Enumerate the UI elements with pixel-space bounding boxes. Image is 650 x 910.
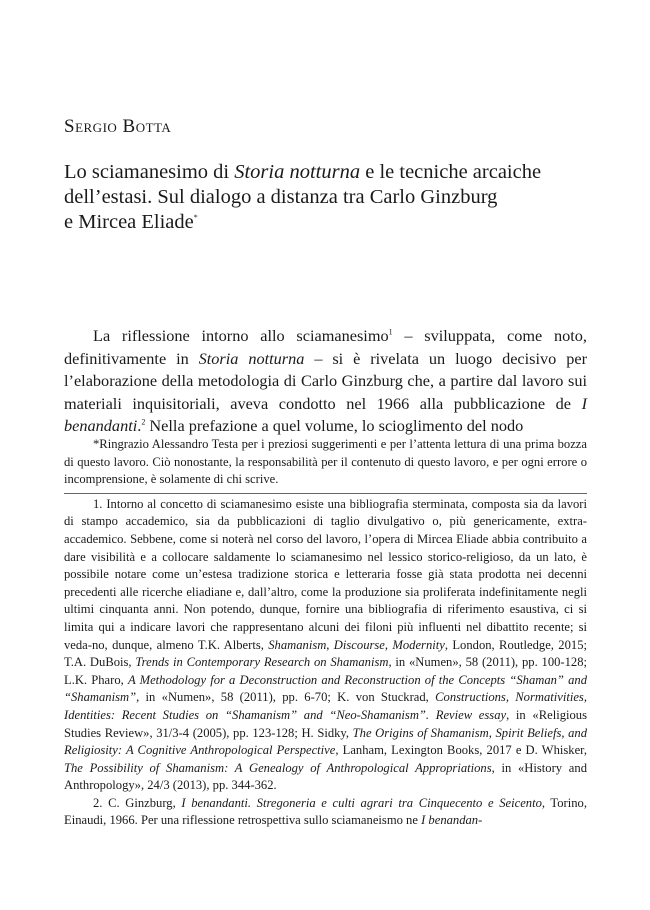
title-text-1: Lo sciamanesimo di (64, 161, 235, 183)
body-paragraph (64, 325, 587, 438)
fn1-italic: Constructions, Normativities, Identities: Recent Studies on “Shamanism” and “Neo-Shamanism”. Review essay (64, 690, 587, 722)
author-name: Sergio Botta (64, 116, 172, 137)
fn1-italic: The Origins of Shamanism, Spirit Beliefs, and Religiosity: A Cognitive Anthropological Perspective (64, 725, 587, 758)
footnote-star: *Ringrazio Alessandro Testa per i preziosi suggerimenti e per l’attenta lettura di una prima bozza di questo lavoro. Ciò nonostante, la responsabilità per il contenuto di questo lavoro, e per ogni errore o incomprensione, è solamente di chi scrive. (64, 437, 587, 487)
fn1-seg: , in «Numen», 58 (2011), pp. 100-128; L.K. Pharo, (64, 655, 587, 687)
fn2-seg: 2. C. Ginzburg, (93, 795, 182, 810)
body-seg-1: La riflessione intorno allo sciamanesimo (93, 326, 389, 345)
article-title (64, 160, 604, 235)
fn1-seg: , London, Routledge, 2015; T.A. DuBois, (64, 637, 587, 670)
footnote-ref-1: 1 (388, 327, 393, 337)
fn1-seg: 1. Intorno al concetto di sciamanesimo esiste una bibliografia sterminata, composta sia da lavori di stampo accademico, sia da pubblicazioni di taglio divulgativo o, più genericamente, extra-accademico. Sebbene, come si noterà nel corso del lavoro, l’opera di Mircea Eliade abbia contribuito a dare visibilità e a collocare saldamente lo sciamanesimo nel lessico storico-religioso, da un lato, è possibile notare come un’estesa tradizione storica e letteraria fosse già stata prodotta nei decenni precedenti alle ricerche eliadiane e, dall’altro, come la produzione sia proliferata indefinitamente negli ultimi cinquanta anni. Non potendo, dunque, fornire una bibliografia di riferimento esaustiva, ci si limita qui a indicare lavori che rappresentano alcuni dei filoni più influenti nel dibattito recente; si veda-no, dunque, almeno T.K. Alberts, (64, 496, 587, 652)
title-footnote-mark: * (193, 213, 198, 223)
fn2-italic: I benandanti. Stregoneria e culti agrari tra Cinquecento e Seicento (181, 795, 542, 810)
body-italic-1: Storia notturna (198, 348, 305, 368)
body-seg-5: Nella prefazione a quel volume, lo scioglimento del nodo (145, 416, 524, 435)
fn1-seg: , in «History and Anthropology», 24/3 (2013), pp. 344-362. (64, 760, 587, 793)
body-seg-2: – sviluppata, come noto, definitivamente in (64, 326, 588, 368)
title-line-2: dell’estasi. Sul dialogo a distanza tra Carlo Ginzburg (64, 186, 498, 208)
title-text-2: e le tecniche arcaiche (360, 161, 542, 183)
footnote-1 (64, 496, 587, 795)
fn2-seg: , Torino, Einaudi, 1966. Per una riflessione retrospettiva sullo sciamaneismo ne (64, 795, 587, 828)
footnotes (64, 436, 587, 830)
fn1-seg: , in «Numen», 58 (2011), pp. 6-70; K. von Stuckrad, (136, 690, 436, 705)
fn2-italic: I benandan- (421, 813, 483, 828)
body-seg-4: . (137, 416, 142, 435)
fn1-italic: Trends in Contemporary Research on Shamanism (135, 655, 389, 670)
body-seg-3: – si è rivelata un luogo decisivo per l’elaborazione della metodologia di Carlo Ginzburg che, a partire dal lavoro sui materiali inquisitoriali, aveva condotto nel 1966 alla pubblicazione de (64, 348, 588, 413)
body-italic-2: I benandanti (64, 393, 587, 435)
title-italic: Storia notturna (234, 161, 361, 183)
fn1-italic: The Possibility of Shamanism: A Genealogy of Anthropological Appropriations (64, 760, 492, 775)
fn1-italic: Shamanism, Discourse, Modernity (268, 637, 445, 652)
title-line-3: e Mircea Eliade (64, 211, 194, 233)
footnote-2 (64, 795, 587, 830)
footnote-ref-2: 2 (141, 417, 146, 427)
footnote-divider (64, 493, 587, 494)
fn1-seg: , in «Religious Studies Review», 31/3-4 (2005), pp. 123-128; H. Sidky, (64, 707, 587, 740)
main-text (64, 325, 587, 438)
fn1-seg: , Lanham, Lexington Books, 2017 e D. Whisker, (335, 743, 587, 758)
fn1-italic: A Methodology for a Deconstruction and Reconstruction of the Concepts “Shaman” and “Shamanism” (64, 672, 587, 705)
